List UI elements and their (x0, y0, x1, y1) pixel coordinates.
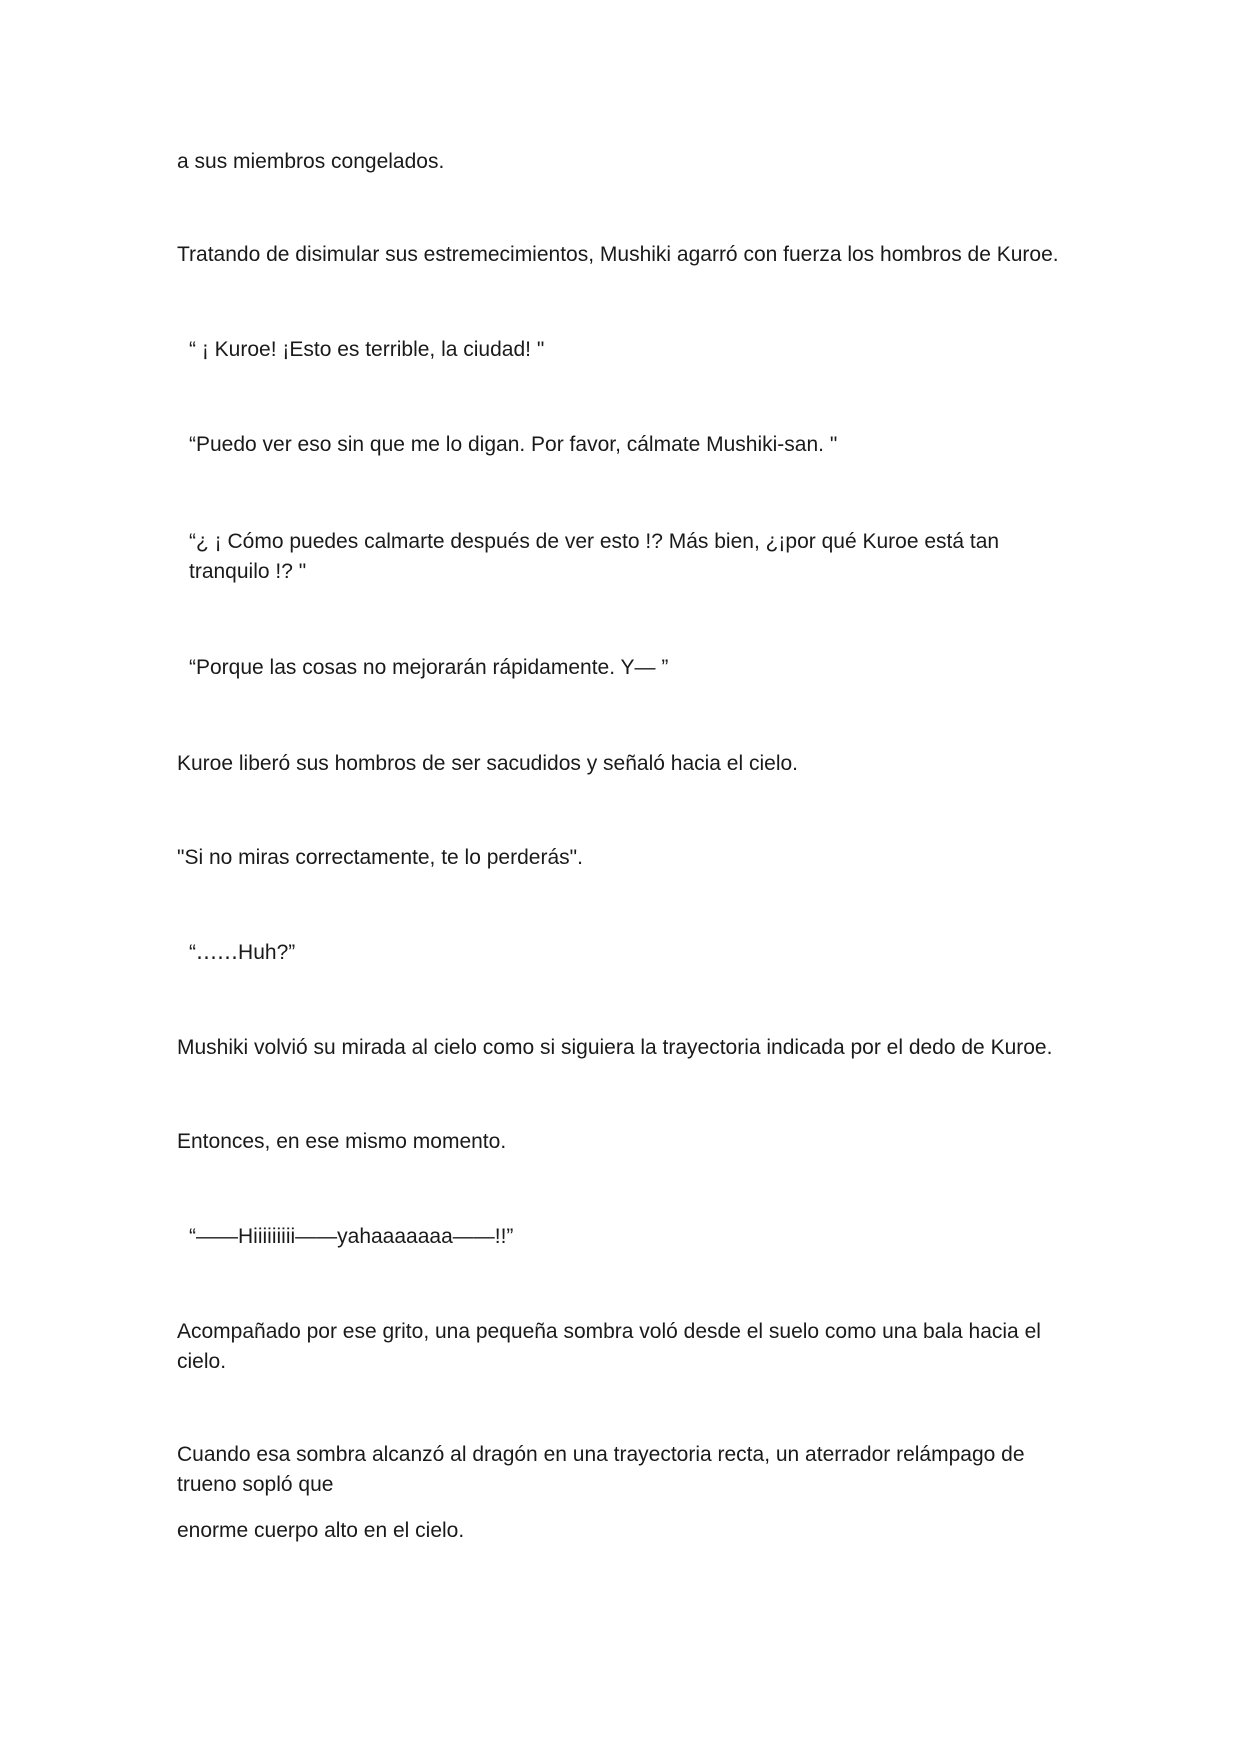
paragraph-6: Entonces, en ese mismo momento. (177, 1130, 507, 1153)
dialogue-line-5: “‥‥‥Huh?” (189, 941, 296, 964)
dialogue-line-4: “Porque las cosas no mejorarán rápidamente. Y— ” (189, 656, 669, 679)
dialogue-line-2: “Puedo ver eso sin que me lo digan. Por favor, cálmate Mushiki-san. " (189, 433, 838, 456)
paragraph-4: "Si no miras correctamente, te lo perderás". (177, 846, 583, 869)
paragraph-2: Tratando de disimular sus estremecimientos, Mushiki agarró con fuerza los hombros de Kuroe. (177, 243, 1059, 266)
paragraph-9: enorme cuerpo alto en el cielo. (177, 1519, 465, 1542)
paragraph-5: Mushiki volvió su mirada al cielo como si siguiera la trayectoria indicada por el dedo de Kuroe. (177, 1036, 1053, 1059)
paragraph-7: Acompañado por ese grito, una pequeña sombra voló desde el suelo como una bala hacia el cielo. (177, 1320, 1041, 1373)
dialogue-line-6: “——Hiiiiiiiii——yahaaaaaaa——!!” (189, 1225, 514, 1248)
paragraph-1: a sus miembros congelados. (177, 150, 445, 173)
paragraph-3: Kuroe liberó sus hombros de ser sacudidos y señaló hacia el cielo. (177, 752, 799, 775)
paragraph-8: Cuando esa sombra alcanzó al dragón en una trayectoria recta, un aterrador relámpago de trueno sopló que (177, 1443, 1025, 1496)
dialogue-line-1: “ ¡ Kuroe! ¡Esto es terrible, la ciudad! " (189, 338, 545, 361)
dialogue-line-3: “¿ ¡ Cómo puedes calmarte después de ver esto !? Más bien, ¿¡por qué Kuroe está tan tranquilo !? " (189, 530, 1000, 583)
